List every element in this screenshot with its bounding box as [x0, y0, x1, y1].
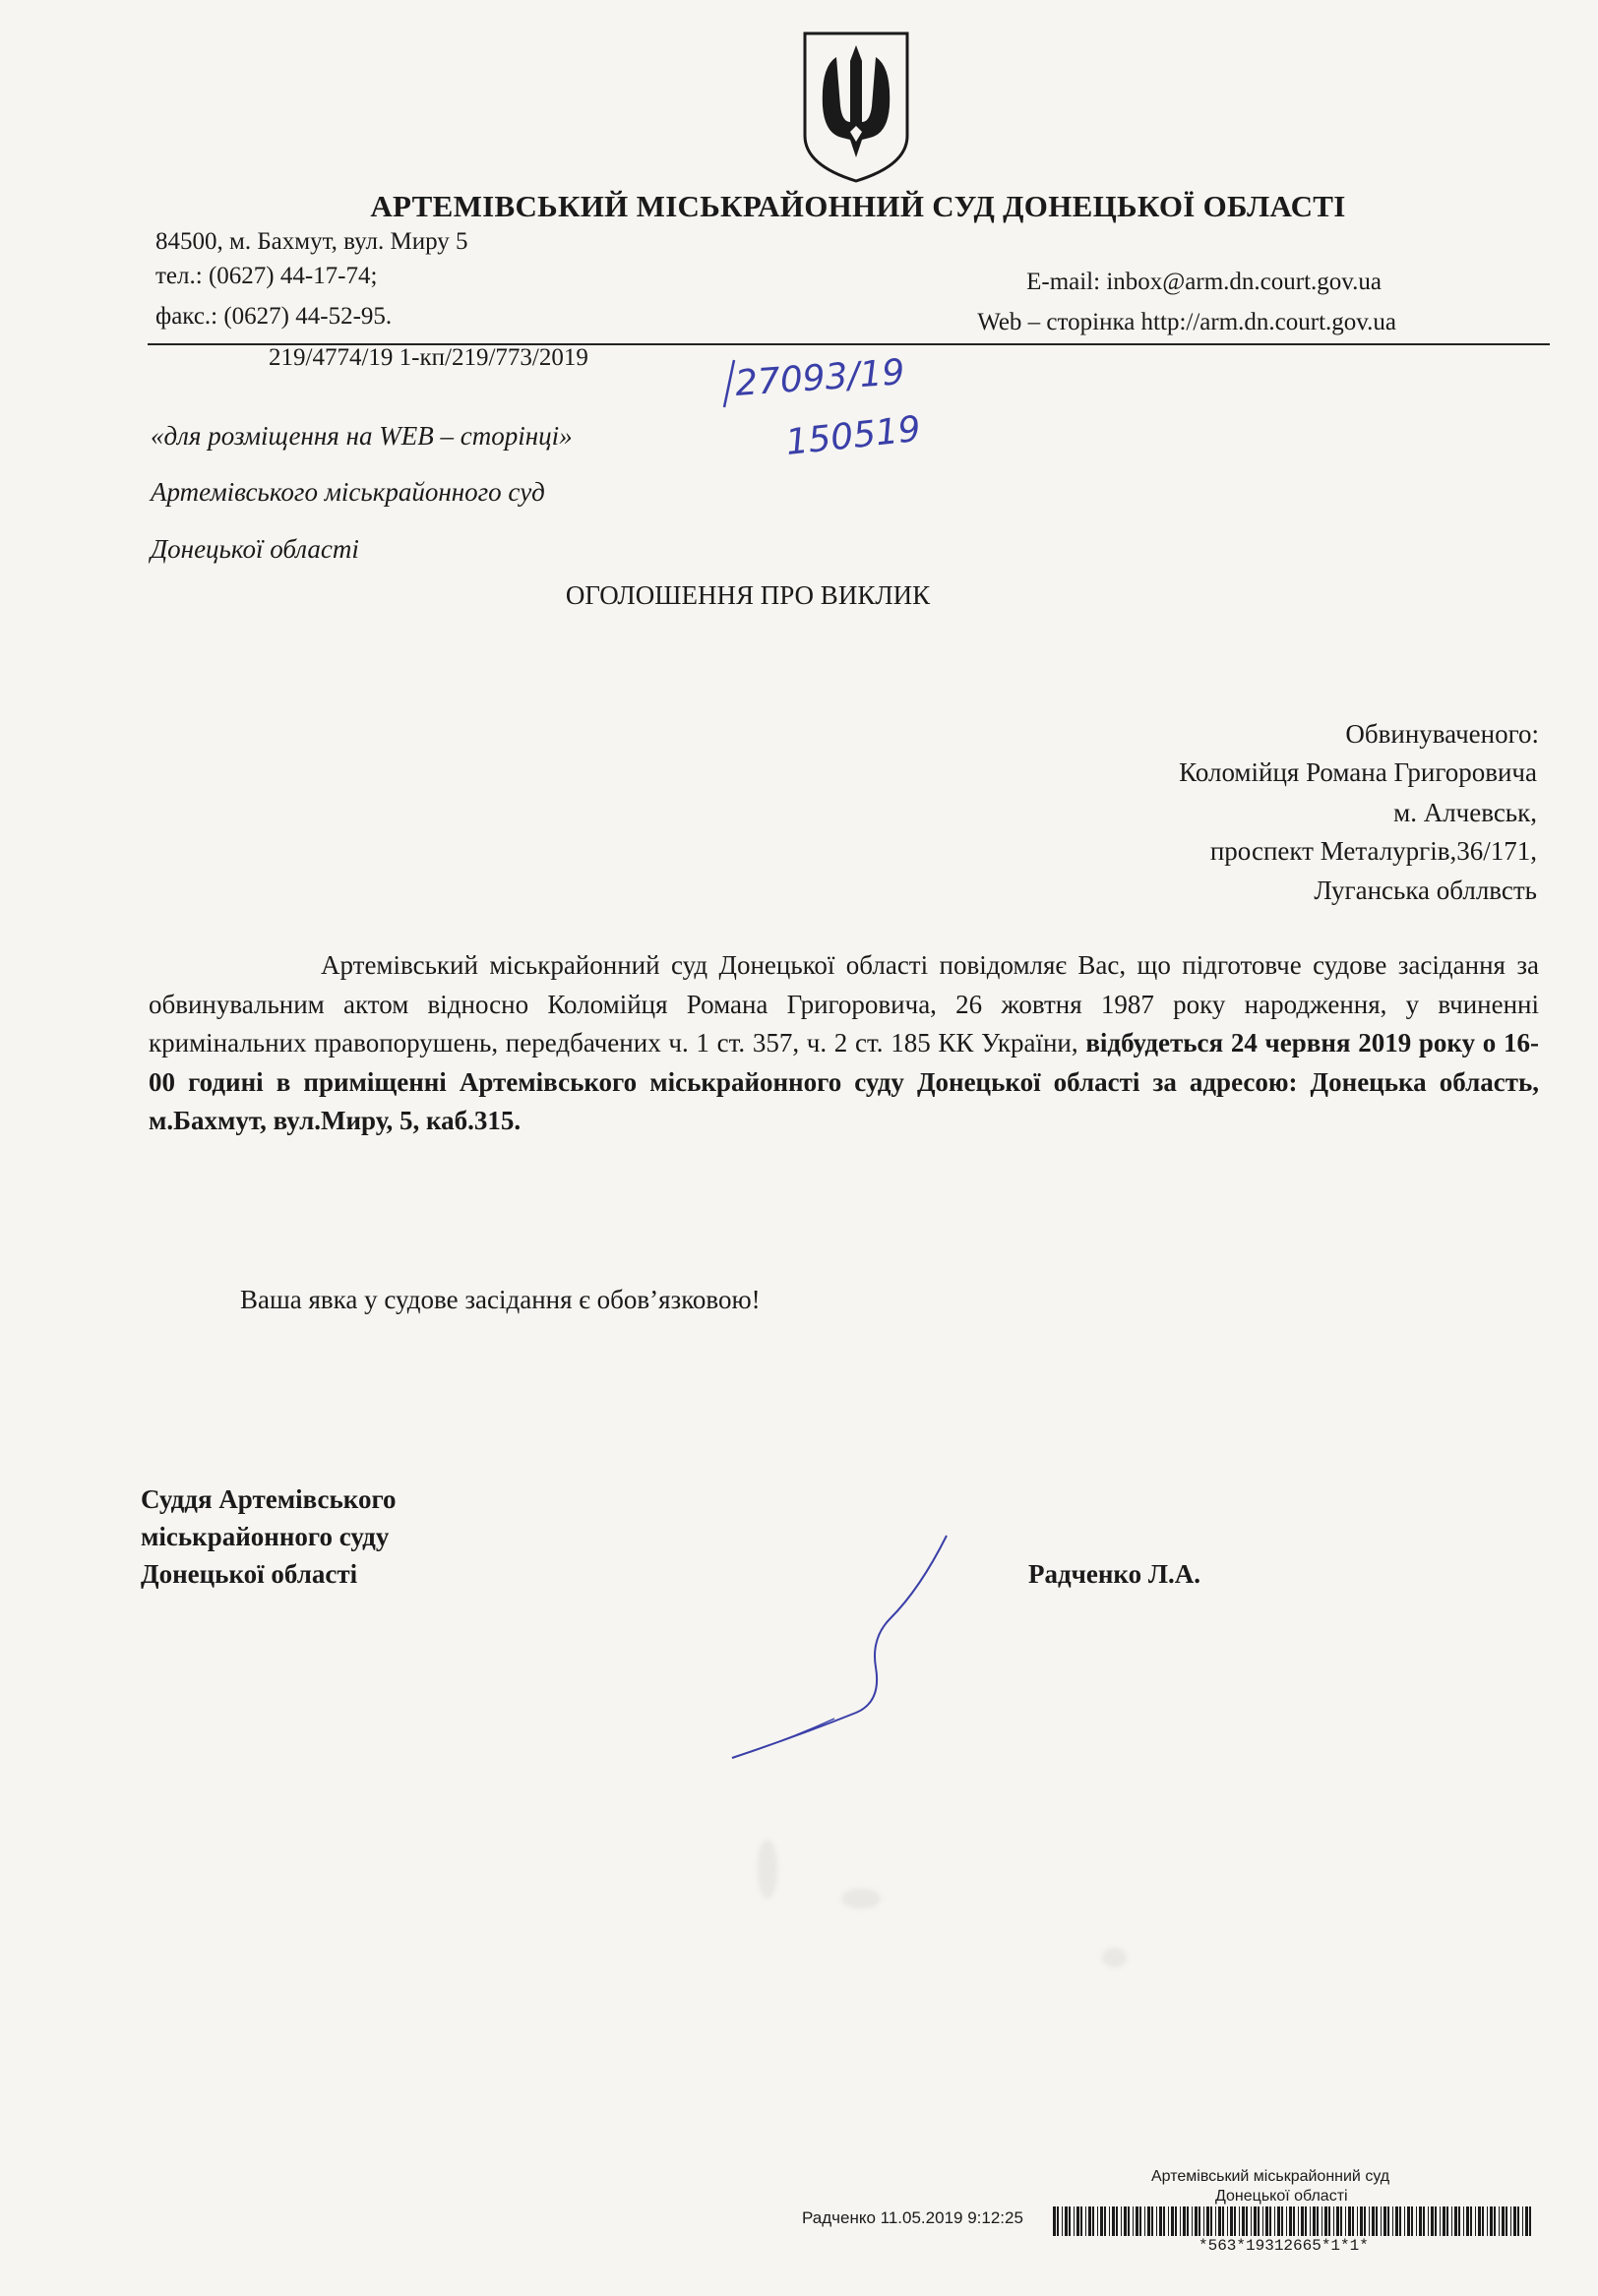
court-email: E-mail: inbox@arm.dn.court.gov.ua — [1026, 269, 1382, 295]
barcode-bar — [1062, 2206, 1063, 2236]
barcode-bar — [1210, 2206, 1212, 2236]
barcode-bar — [1097, 2206, 1098, 2236]
barcode-bar — [1340, 2206, 1342, 2236]
recipient-label: Обвинуваченого: — [1345, 719, 1539, 749]
barcode-bar — [1506, 2206, 1507, 2236]
barcode-bar — [1180, 2206, 1181, 2236]
body-text-bold: відбудеться 24 червня 2019 року о 16-00 годині в приміщенні Артемівського міськрайонного суду Донецької області за адресою: Донецька область, м.Бахмут, вул.Миру, 5, каб.315. — [149, 1028, 1539, 1135]
barcode-bar — [1227, 2206, 1228, 2236]
web-placement-note: «для розміщення на WEB – сторінці» — [151, 421, 573, 451]
barcode-bar — [1364, 2206, 1366, 2236]
barcode-bar — [1369, 2206, 1370, 2236]
barcode-bar — [1490, 2206, 1493, 2236]
barcode-bar — [1242, 2206, 1245, 2236]
coat-of-arms-emblem — [797, 28, 915, 185]
barcode-bar — [1254, 2206, 1257, 2236]
barcode-bar — [1136, 2206, 1138, 2236]
barcode-bar — [1293, 2206, 1295, 2236]
stamp-court-name: Артемівський міськрайонний суд — [1151, 2168, 1390, 2185]
barcode-bar — [1357, 2206, 1358, 2236]
judge-title-line: міськрайонного суду — [141, 1522, 390, 1551]
handwritten-reg-date: 150519 — [783, 408, 923, 463]
stamp-court-region: Донецької області — [1215, 2188, 1348, 2205]
barcode-bar — [1499, 2206, 1500, 2236]
barcode-bar — [1416, 2206, 1417, 2236]
barcode-bar — [1258, 2206, 1260, 2236]
barcode-bar — [1502, 2206, 1505, 2236]
barcode-bar — [1466, 2206, 1469, 2236]
barcode-bar — [1222, 2206, 1224, 2236]
barcode-bar — [1187, 2206, 1189, 2236]
barcode-bar — [1348, 2206, 1351, 2236]
stamp-author-datetime: Радченко 11.05.2019 9:12:25 — [802, 2208, 1023, 2227]
barcode-bar — [1274, 2206, 1275, 2236]
barcode-bar — [1065, 2206, 1068, 2236]
barcode-bar — [1265, 2206, 1268, 2236]
barcode-bar — [1470, 2206, 1472, 2236]
barcode-bar — [1171, 2206, 1174, 2236]
barcode-bar — [1069, 2206, 1071, 2236]
judge-title-block — [141, 1480, 397, 1593]
barcode-bar — [1352, 2206, 1354, 2236]
barcode-bar — [1428, 2206, 1429, 2236]
barcode-bar — [1423, 2206, 1425, 2236]
barcode-bar — [1121, 2206, 1122, 2236]
barcode-bar — [1435, 2206, 1437, 2236]
barcode-bar — [1124, 2206, 1127, 2236]
barcode-bar — [1151, 2206, 1153, 2236]
barcode-bar — [1513, 2206, 1516, 2236]
attendance-notice: Ваша явка у судове засідання є обов’язковою! — [240, 1285, 761, 1314]
barcode-bar — [1372, 2206, 1375, 2236]
barcode-bar — [1057, 2206, 1059, 2236]
court-address: 84500, м. Бахмут, вул. Миру 5 — [155, 228, 468, 255]
barcode-bar — [1109, 2206, 1110, 2236]
judge-name: Радченко Л.А. — [1028, 1559, 1200, 1589]
barcode-bar — [1336, 2206, 1339, 2236]
judge-title-line: Суддя Артемівського — [141, 1484, 397, 1514]
barcode-bar — [1215, 2206, 1216, 2236]
barcode-bar — [1487, 2206, 1488, 2236]
barcode-bar — [1218, 2206, 1221, 2236]
barcode-bar — [1076, 2206, 1079, 2236]
web-placement-region: Донецької області — [151, 534, 359, 564]
barcode-bar — [1203, 2206, 1204, 2236]
barcode-bar — [1345, 2206, 1346, 2236]
web-placement-court: Артемівського міськрайонного суд — [151, 477, 545, 507]
handwritten-registration-mark — [710, 348, 966, 476]
handwritten-reg-number: 27093/19 — [733, 352, 906, 404]
barcode-bar — [1407, 2206, 1410, 2236]
barcode-bar — [1411, 2206, 1413, 2236]
barcode-bar — [1517, 2206, 1519, 2236]
barcode-bar — [1522, 2206, 1523, 2236]
court-fax: факс.: (0627) 44-52-95. — [155, 303, 393, 330]
barcode-bar — [1053, 2206, 1056, 2236]
barcode-bar — [1234, 2206, 1236, 2236]
document-barcode — [1053, 2206, 1535, 2236]
barcode-bar — [1074, 2206, 1075, 2236]
barcode-bar — [1206, 2206, 1209, 2236]
barcode-bar — [1116, 2206, 1118, 2236]
barcode-bar — [1313, 2206, 1316, 2236]
barcode-bar — [1451, 2206, 1452, 2236]
barcode-bar — [1395, 2206, 1398, 2236]
barcode-bar — [1286, 2206, 1287, 2236]
scan-smudge — [841, 1889, 881, 1908]
barcode-bar — [1128, 2206, 1130, 2236]
barcode-bar — [1529, 2206, 1531, 2236]
barcode-bar — [1183, 2206, 1186, 2236]
barcode-bar — [1510, 2206, 1511, 2236]
barcode-bar — [1321, 2206, 1322, 2236]
barcode-bar — [1198, 2206, 1200, 2236]
barcode-bar — [1525, 2206, 1528, 2236]
barcode-bar — [1289, 2206, 1292, 2236]
barcode-bar — [1443, 2206, 1445, 2236]
recipient-region: Луганська обллвсть — [1314, 876, 1537, 905]
barcode-bar — [1139, 2206, 1141, 2236]
barcode-bar — [1301, 2206, 1304, 2236]
judge-title-line: Донецької області — [141, 1559, 358, 1589]
recipient-street: проспект Металургів,36/171, — [1209, 836, 1537, 866]
barcode-bar — [1392, 2206, 1393, 2236]
scan-smudge — [758, 1840, 777, 1899]
barcode-bar — [1463, 2206, 1464, 2236]
body-text-regular: Артемівський міськрайонний суд Донецької області повідомляє Вас, що підготовче судове засідання за обвинувальним актом відносно Коломійця Романа Григоровича, 26 жовтня 1987 року народження, у вчиненні кримінальних правопорушень, передбачених ч. 1 ст. 357, ч. 2 ст. 185 КК України, — [149, 950, 1539, 1057]
court-website: Web – сторінка http://arm.dn.court.gov.ua — [977, 309, 1396, 335]
barcode-bar — [1112, 2206, 1115, 2236]
handwritten-signature — [718, 1530, 954, 1766]
barcode-bar — [1494, 2206, 1496, 2236]
barcode-bar — [1446, 2206, 1448, 2236]
barcode-bar — [1147, 2206, 1150, 2236]
barcode-bar — [1192, 2206, 1193, 2236]
barcode-bar — [1080, 2206, 1082, 2236]
barcode-bar — [1475, 2206, 1476, 2236]
barcode-bar — [1269, 2206, 1271, 2236]
barcode-bar — [1133, 2206, 1134, 2236]
barcode-bar — [1156, 2206, 1157, 2236]
court-title: АРТЕМІВСЬКИЙ МІСЬКРАЙОННИЙ СУД ДОНЕЦЬКОЇ ОБЛАСТІ — [370, 189, 1346, 223]
recipient-city: м. Алчевськ, — [1393, 798, 1537, 827]
barcode-bar — [1246, 2206, 1248, 2236]
barcode-bar — [1195, 2206, 1198, 2236]
barcode-bar — [1324, 2206, 1327, 2236]
barcode-bar — [1092, 2206, 1094, 2236]
scan-smudge — [1102, 1948, 1127, 1967]
barcode-bar — [1100, 2206, 1103, 2236]
barcode-bar — [1360, 2206, 1363, 2236]
barcode-bar — [1431, 2206, 1434, 2236]
barcode-bar — [1168, 2206, 1169, 2236]
barcode-bar — [1387, 2206, 1389, 2236]
barcode-bar — [1144, 2206, 1145, 2236]
barcode-bar — [1383, 2206, 1386, 2236]
barcode-bar — [1454, 2206, 1457, 2236]
barcode-bar — [1305, 2206, 1307, 2236]
barcode-bar — [1230, 2206, 1233, 2236]
barcode-bar — [1298, 2206, 1299, 2236]
announcement-body — [149, 946, 1539, 1141]
barcode-bar — [1333, 2206, 1334, 2236]
barcode-bar — [1175, 2206, 1177, 2236]
document-title: ОГОЛОШЕННЯ ПРО ВИКЛИК — [565, 580, 931, 610]
barcode-bar — [1277, 2206, 1280, 2236]
barcode-bar — [1376, 2206, 1378, 2236]
barcode-bar — [1251, 2206, 1252, 2236]
barcode-bar — [1440, 2206, 1441, 2236]
barcode-bar — [1239, 2206, 1240, 2236]
case-numbers: 219/4774/19 1-кп/219/773/2019 — [269, 344, 588, 371]
recipient-name: Коломійця Романа Григоровича — [1179, 757, 1537, 787]
barcode-bar — [1419, 2206, 1422, 2236]
barcode-bar — [1317, 2206, 1319, 2236]
barcode-bar — [1163, 2206, 1165, 2236]
barcode-bar — [1104, 2206, 1106, 2236]
barcode-bar — [1381, 2206, 1382, 2236]
barcode-bar — [1262, 2206, 1263, 2236]
barcode-bar — [1088, 2206, 1091, 2236]
barcode-bar — [1482, 2206, 1484, 2236]
barcode-bar — [1328, 2206, 1330, 2236]
barcode-bar — [1159, 2206, 1162, 2236]
barcode-bar — [1310, 2206, 1311, 2236]
barcode-bar — [1281, 2206, 1283, 2236]
barcode-bar — [1399, 2206, 1401, 2236]
barcode-bar — [1458, 2206, 1460, 2236]
court-phone: тел.: (0627) 44-17-74; — [155, 263, 378, 289]
barcode-bar — [1478, 2206, 1481, 2236]
barcode-bar — [1404, 2206, 1405, 2236]
barcode-bar — [1085, 2206, 1086, 2236]
barcode-text: *563*19312665*1*1* — [1198, 2237, 1369, 2255]
